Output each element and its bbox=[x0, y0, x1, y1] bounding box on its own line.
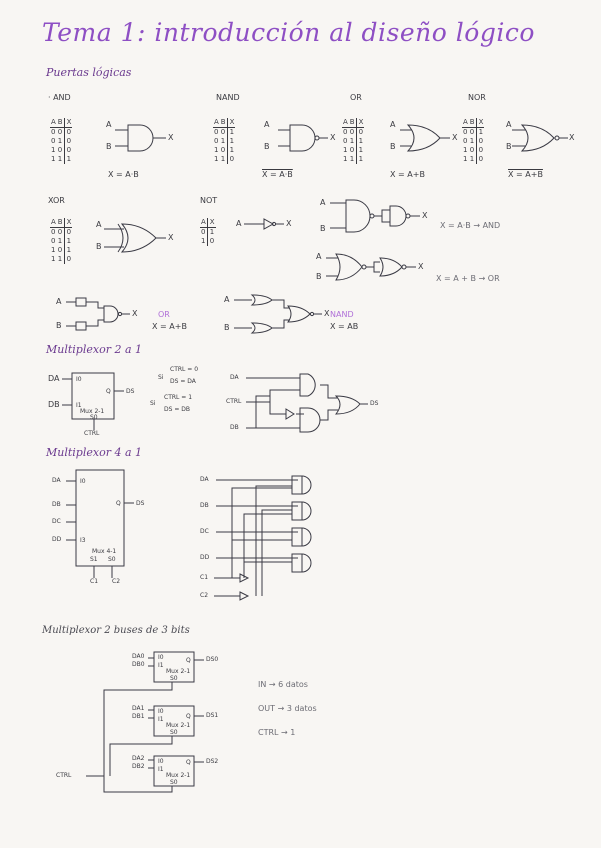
mux21-if0-a: CTRL = 0 bbox=[170, 366, 199, 373]
mux21-s0: S0 bbox=[90, 414, 98, 421]
truth-table-row bbox=[50, 228, 72, 238]
truth-table-cell: 0 bbox=[51, 128, 56, 136]
truth-table-cell: 1 bbox=[227, 128, 235, 138]
truth-table-cell: 0 bbox=[207, 237, 215, 246]
mux21g-ds: DS bbox=[370, 400, 379, 407]
section-gates-heading: Puertas lógicas bbox=[46, 66, 132, 79]
combo1-output-x: X bbox=[422, 211, 428, 220]
combo4-output-x: X bbox=[324, 309, 330, 318]
mux41-c2: C2 bbox=[112, 578, 121, 585]
bus-db0: DB0 bbox=[132, 661, 145, 668]
and-output-x: X bbox=[168, 133, 174, 142]
xor-truth-table bbox=[50, 218, 72, 264]
nand-truth-table bbox=[213, 118, 235, 164]
nor-input-b: B bbox=[506, 142, 512, 151]
truth-table-cell: 1 bbox=[356, 137, 364, 146]
truth-table-row bbox=[342, 137, 364, 146]
mux21g-ctrl: CTRL bbox=[226, 398, 242, 405]
mux21-db: DB bbox=[48, 400, 60, 409]
mux41-gates bbox=[214, 476, 311, 600]
mux21-q: Q bbox=[106, 388, 111, 395]
mux21-gates bbox=[246, 374, 368, 432]
nor-input-a: A bbox=[506, 120, 512, 129]
combo3-input-b: B bbox=[56, 321, 62, 330]
truth-table-cell: 1 bbox=[356, 146, 364, 155]
truth-table-cell: 0 bbox=[220, 146, 226, 154]
combo2-input-a: A bbox=[316, 252, 322, 261]
bus-note-out: OUT → 3 datos bbox=[258, 704, 317, 713]
mux21-name: Mux 2-1 bbox=[80, 408, 105, 415]
truth-table-cell: 1 bbox=[469, 155, 475, 163]
and-truth-table bbox=[50, 118, 72, 164]
nand-label: NAND bbox=[216, 93, 240, 102]
nand-gate bbox=[278, 125, 328, 151]
bus-mux0-i1: I1 bbox=[158, 662, 164, 669]
truth-table-cell: 1 bbox=[463, 155, 468, 163]
not-truth-table bbox=[200, 218, 216, 246]
truth-table-row bbox=[213, 146, 235, 155]
truth-table-header bbox=[462, 118, 484, 128]
truth-table-cell: 0 bbox=[469, 128, 475, 136]
truth-table bbox=[342, 118, 364, 164]
bus-ds1: DS1 bbox=[206, 712, 219, 719]
xor-output-x: X bbox=[168, 233, 174, 242]
mux21-if1-b: DS = DB bbox=[164, 406, 191, 413]
truth-table-row bbox=[342, 128, 364, 138]
truth-table-row bbox=[50, 255, 72, 264]
truth-table-cell: 1 bbox=[476, 128, 484, 138]
combo3-output-x: X bbox=[132, 309, 138, 318]
or-label: OR bbox=[350, 93, 362, 102]
truth-table-cell: 1 bbox=[64, 246, 72, 255]
truth-table-cell: B bbox=[57, 218, 63, 226]
or-alt-formula: X = A+B bbox=[152, 322, 187, 331]
truth-table-cell: 1 bbox=[64, 237, 72, 246]
truth-table-cell: 0 bbox=[349, 128, 355, 136]
bus-mux2-name: Mux 2-1 bbox=[166, 772, 191, 779]
nand-and-combo bbox=[330, 200, 420, 232]
truth-table-cell: 0 bbox=[57, 246, 63, 254]
truth-table-header bbox=[200, 218, 216, 228]
bus-mux1-i1: I1 bbox=[158, 716, 164, 723]
truth-table-row bbox=[213, 128, 235, 138]
section-bus-heading: Multiplexor 2 buses de 3 bits bbox=[42, 625, 190, 636]
mux41-i0: I0 bbox=[80, 478, 86, 485]
combo1-input-a: A bbox=[320, 198, 326, 207]
truth-table-cell: 0 bbox=[64, 128, 72, 138]
truth-table-cell: 1 bbox=[349, 137, 355, 145]
truth-table-row bbox=[50, 237, 72, 246]
bus-mux2-i0: I0 bbox=[158, 758, 164, 765]
or-input-a: A bbox=[390, 120, 396, 129]
truth-table-cell: 0 bbox=[476, 155, 484, 164]
truth-table-row bbox=[50, 128, 72, 138]
truth-table-cell: 0 bbox=[57, 128, 63, 136]
truth-table-cell: 0 bbox=[51, 228, 56, 236]
truth-table-cell: 1 bbox=[356, 155, 364, 164]
truth-table-cell: B bbox=[349, 118, 355, 126]
mux41g-da: DA bbox=[200, 476, 209, 483]
xor-input-a: A bbox=[96, 220, 102, 229]
truth-table-cell: X bbox=[356, 118, 364, 128]
mux21-if0: Si bbox=[158, 374, 164, 381]
truth-table-cell: 0 bbox=[349, 146, 355, 154]
or-input-b: B bbox=[390, 142, 396, 151]
truth-table-row bbox=[462, 155, 484, 164]
truth-table bbox=[50, 218, 72, 264]
truth-table-cell: X bbox=[207, 218, 215, 228]
bus-mux1-name: Mux 2-1 bbox=[166, 722, 191, 729]
mux41g-dc: DC bbox=[200, 528, 209, 535]
truth-table-cell: 0 bbox=[51, 137, 56, 145]
mux21-if1-a: CTRL = 1 bbox=[164, 394, 193, 401]
truth-table bbox=[213, 118, 235, 164]
bus-db2: DB2 bbox=[132, 763, 145, 770]
truth-table-cell: A bbox=[463, 118, 468, 126]
nor-formula: X = A+B bbox=[508, 170, 543, 179]
bus-mux0-name: Mux 2-1 bbox=[166, 668, 191, 675]
nor-truth-table bbox=[462, 118, 484, 164]
truth-table-row bbox=[213, 137, 235, 146]
and-input-b: B bbox=[106, 142, 112, 151]
bus-mux2-i1: I1 bbox=[158, 766, 164, 773]
mux41g-c2: C2 bbox=[200, 592, 209, 599]
or-truth-table bbox=[342, 118, 364, 164]
truth-table-cell: 1 bbox=[349, 155, 355, 163]
mux41-s0: S0 bbox=[108, 556, 116, 563]
truth-table-row bbox=[50, 137, 72, 146]
mux21-block bbox=[62, 373, 124, 430]
truth-table-cell: 1 bbox=[51, 155, 56, 163]
mux21-if1: Si bbox=[150, 400, 156, 407]
truth-table bbox=[50, 118, 72, 164]
and-input-a: A bbox=[106, 120, 112, 129]
combo4-input-a: A bbox=[224, 295, 230, 304]
truth-table-cell: 1 bbox=[57, 155, 63, 163]
bus-mux2-q: Q bbox=[186, 759, 191, 766]
or-formula: X = A+B bbox=[390, 170, 425, 179]
nand-formula: X = A·B bbox=[262, 170, 293, 179]
truth-table-cell: 0 bbox=[463, 128, 468, 136]
nand-input-b: B bbox=[264, 142, 270, 151]
mux41-i3: I3 bbox=[80, 537, 86, 544]
mux41-q: Q bbox=[116, 500, 121, 507]
truth-table-cell: 1 bbox=[51, 246, 56, 254]
nand-alt2-label: NAND bbox=[330, 310, 354, 319]
truth-table-row bbox=[200, 228, 216, 238]
mux41g-c1: C1 bbox=[200, 574, 209, 581]
not-gate bbox=[244, 219, 284, 229]
mux21-i0: I0 bbox=[76, 376, 82, 383]
truth-table-row bbox=[50, 146, 72, 155]
truth-table-cell: 0 bbox=[214, 137, 219, 145]
truth-table-header bbox=[342, 118, 364, 128]
xor-label: XOR bbox=[48, 196, 65, 205]
truth-table-cell: 1 bbox=[214, 155, 219, 163]
truth-table-cell: A bbox=[343, 118, 348, 126]
bus-mux1-s0: S0 bbox=[170, 729, 178, 736]
truth-table-cell: 1 bbox=[51, 146, 56, 154]
bus-mux0-i0: I0 bbox=[158, 654, 164, 661]
truth-table-cell: 0 bbox=[201, 228, 206, 236]
truth-table-row bbox=[462, 146, 484, 155]
and-gate bbox=[115, 125, 166, 151]
nor-output-x: X bbox=[569, 133, 575, 142]
truth-table-cell: 1 bbox=[201, 237, 206, 245]
mux41-block bbox=[66, 470, 134, 578]
truth-table-header bbox=[213, 118, 235, 128]
nand-input-a: A bbox=[264, 120, 270, 129]
bus-mux1-i0: I0 bbox=[158, 708, 164, 715]
truth-table-cell: X bbox=[64, 118, 72, 128]
combo4-input-b: B bbox=[224, 323, 230, 332]
truth-table-header bbox=[50, 118, 72, 128]
bus-ctrl: CTRL bbox=[56, 772, 72, 779]
truth-table-cell: B bbox=[57, 118, 63, 126]
truth-table-cell: X bbox=[64, 218, 72, 228]
truth-table-cell: 0 bbox=[57, 146, 63, 154]
truth-table-cell: 1 bbox=[57, 137, 63, 145]
section-mux21-heading: Multiplexor 2 a 1 bbox=[46, 343, 143, 356]
truth-table-row bbox=[213, 155, 235, 164]
truth-table-cell: A bbox=[51, 218, 56, 226]
truth-table-cell: X bbox=[227, 118, 235, 128]
mux41-c1: C1 bbox=[90, 578, 99, 585]
nand-to-and-note: X = A·B → AND bbox=[440, 221, 501, 230]
truth-table-cell: 0 bbox=[476, 137, 484, 146]
mux41-ds: DS bbox=[136, 500, 145, 507]
mux41-da: DA bbox=[52, 477, 61, 484]
mux41-db: DB bbox=[52, 501, 61, 508]
truth-table-cell: 1 bbox=[57, 255, 63, 263]
mux21-if0-b: DS = DA bbox=[170, 378, 196, 385]
truth-table-cell: 1 bbox=[469, 137, 475, 145]
bus-da0: DA0 bbox=[132, 653, 145, 660]
not-input-a: A bbox=[236, 219, 242, 228]
truth-table-cell: X bbox=[476, 118, 484, 128]
truth-table-row bbox=[462, 137, 484, 146]
mux21g-db: DB bbox=[230, 424, 239, 431]
truth-table-cell: 1 bbox=[207, 228, 215, 238]
truth-table-cell: A bbox=[51, 118, 56, 126]
truth-table-cell: 1 bbox=[463, 146, 468, 154]
nand-output-x: X bbox=[330, 133, 336, 142]
or-alt-label: OR bbox=[158, 310, 170, 319]
truth-table-cell: 1 bbox=[227, 146, 235, 155]
truth-table-cell: 0 bbox=[64, 146, 72, 155]
truth-table-cell: 1 bbox=[220, 137, 226, 145]
combo2-output-x: X bbox=[418, 262, 424, 271]
section-mux41-heading: Multiplexor 4 a 1 bbox=[46, 446, 143, 459]
truth-table-cell: 0 bbox=[343, 137, 348, 145]
truth-table-cell: 1 bbox=[220, 155, 226, 163]
nor-label: NOR bbox=[468, 93, 486, 102]
truth-table-row bbox=[50, 246, 72, 255]
bus-db1: DB1 bbox=[132, 713, 145, 720]
page-title: Tema 1: introducción al diseño lógico bbox=[42, 18, 535, 47]
truth-table-cell: 1 bbox=[227, 137, 235, 146]
truth-table-cell: 0 bbox=[64, 228, 72, 238]
nand-alt2-formula: X = AB bbox=[330, 322, 359, 331]
truth-table-cell: 0 bbox=[214, 128, 219, 136]
truth-table-cell: 1 bbox=[64, 155, 72, 164]
mux21-ds: DS bbox=[126, 388, 135, 395]
nor-or-combo bbox=[326, 254, 416, 280]
xor-input-b: B bbox=[96, 242, 102, 251]
not-label: NOT bbox=[200, 196, 218, 205]
truth-table-cell: B bbox=[220, 118, 226, 126]
truth-table-header bbox=[50, 218, 72, 228]
mux41-dd: DD bbox=[52, 536, 62, 543]
nand-from-nors bbox=[234, 295, 322, 333]
bus-da2: DA2 bbox=[132, 755, 145, 762]
mux41g-dd: DD bbox=[200, 554, 210, 561]
bus-ds0: DS0 bbox=[206, 656, 219, 663]
combo2-input-b: B bbox=[316, 272, 322, 281]
or-output-x: X bbox=[452, 133, 458, 142]
truth-table-cell: 1 bbox=[343, 155, 348, 163]
truth-table-cell: 0 bbox=[476, 146, 484, 155]
nor-to-or-note: X = A + B → OR bbox=[436, 274, 500, 283]
mux41-dc: DC bbox=[52, 518, 61, 525]
truth-table-row bbox=[200, 237, 216, 246]
truth-table-cell: A bbox=[214, 118, 219, 126]
truth-table-cell: 0 bbox=[469, 146, 475, 154]
truth-table-cell: 0 bbox=[64, 137, 72, 146]
not-output-x: X bbox=[286, 219, 292, 228]
truth-table-cell: 0 bbox=[64, 255, 72, 264]
truth-table-cell: 1 bbox=[343, 146, 348, 154]
or-from-nands bbox=[66, 298, 130, 330]
bus-note-in: IN → 6 datos bbox=[258, 680, 308, 689]
bus-da1: DA1 bbox=[132, 705, 145, 712]
truth-table-row bbox=[342, 155, 364, 164]
truth-table-cell: 0 bbox=[356, 128, 364, 138]
combo3-input-a: A bbox=[56, 297, 62, 306]
and-label: · AND bbox=[48, 93, 71, 102]
xor-gate bbox=[104, 224, 166, 252]
truth-table-cell: 1 bbox=[214, 146, 219, 154]
mux21-ctrl: CTRL bbox=[84, 430, 100, 437]
truth-table-cell: 0 bbox=[463, 137, 468, 145]
truth-table-cell: A bbox=[201, 218, 206, 226]
truth-table-row bbox=[462, 128, 484, 138]
truth-table-cell: 0 bbox=[51, 237, 56, 245]
truth-table-cell: 0 bbox=[57, 228, 63, 236]
bus-mux2-s0: S0 bbox=[170, 779, 178, 786]
bus-mux1-q: Q bbox=[186, 713, 191, 720]
and-formula: X = A·B bbox=[108, 170, 139, 179]
truth-table-cell: 1 bbox=[57, 237, 63, 245]
mux41-name: Mux 4-1 bbox=[92, 548, 117, 555]
nor-gate bbox=[512, 125, 568, 151]
or-gate bbox=[400, 125, 450, 151]
truth-table-cell: 0 bbox=[220, 128, 226, 136]
truth-table bbox=[200, 218, 216, 246]
truth-table-row bbox=[50, 155, 72, 164]
mux21-da: DA bbox=[48, 374, 60, 383]
bus-ds2: DS2 bbox=[206, 758, 219, 765]
mux41-s1: S1 bbox=[90, 556, 98, 563]
truth-table bbox=[462, 118, 484, 164]
truth-table-cell: B bbox=[469, 118, 475, 126]
mux21-i1: I1 bbox=[76, 402, 82, 409]
combo1-input-b: B bbox=[320, 224, 326, 233]
truth-table-cell: 0 bbox=[343, 128, 348, 136]
truth-table-cell: 1 bbox=[51, 255, 56, 263]
mux21g-da: DA bbox=[230, 374, 239, 381]
truth-table-cell: 0 bbox=[227, 155, 235, 164]
bus-note-ctrl: CTRL → 1 bbox=[258, 728, 296, 737]
truth-table-row bbox=[342, 146, 364, 155]
mux41g-db: DB bbox=[200, 502, 209, 509]
bus-mux0-s0: S0 bbox=[170, 675, 178, 682]
bus-mux0-q: Q bbox=[186, 657, 191, 664]
